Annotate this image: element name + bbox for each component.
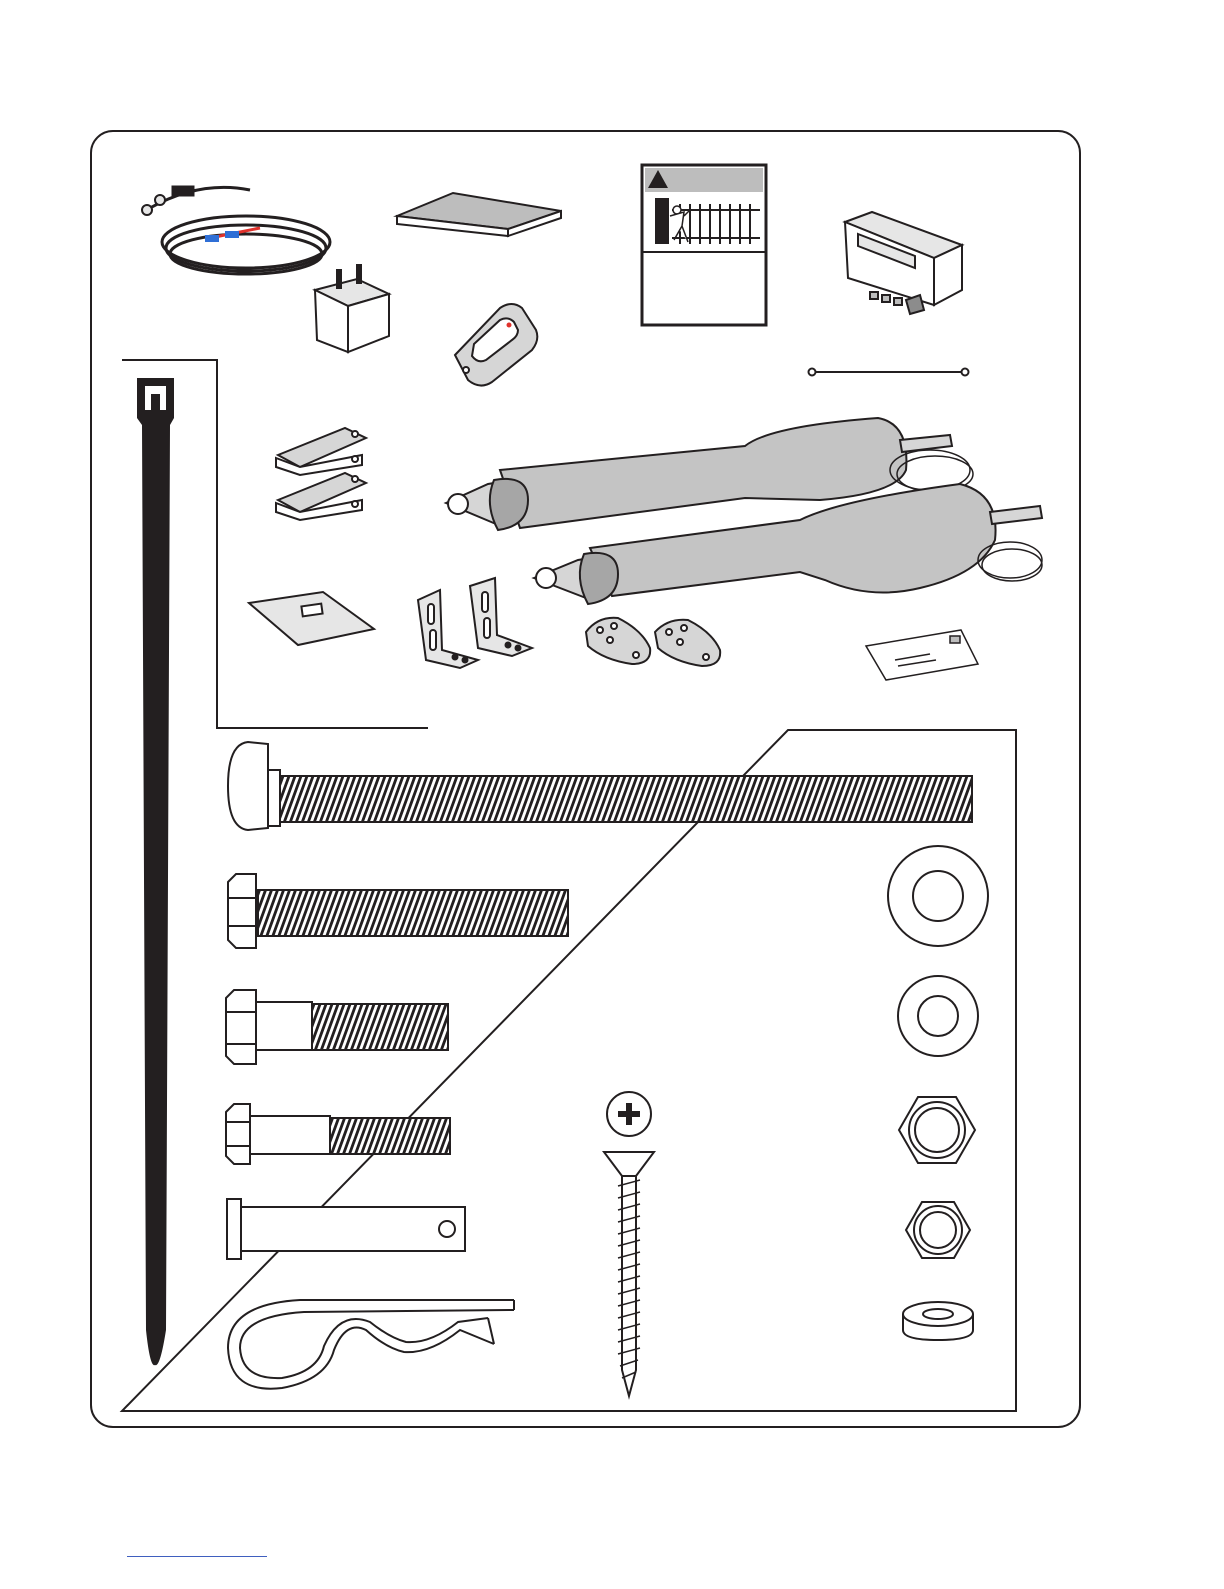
- hitch-pin-clip: [228, 1300, 514, 1389]
- power-harness: [142, 186, 330, 274]
- angle-brackets: [276, 428, 366, 520]
- hex-bolt-medium: [226, 990, 448, 1064]
- spacer: [903, 1302, 973, 1340]
- power-adapter: [315, 265, 389, 352]
- carriage-bolt: [228, 742, 972, 830]
- registration-card: [866, 630, 978, 680]
- hex-nut-small: [906, 1202, 970, 1258]
- hex-bolt-long: [228, 874, 568, 948]
- wood-screw: [604, 1092, 654, 1396]
- hex-bolt-short: [226, 1104, 450, 1164]
- pivot-plates: [586, 618, 720, 666]
- manual-booklet: [397, 193, 561, 236]
- hex-nut-large: [899, 1097, 975, 1163]
- flat-washer-small: [898, 976, 978, 1056]
- flat-washer-large: [888, 846, 988, 946]
- clevis-pin: [227, 1199, 465, 1259]
- warning-sign: [642, 165, 766, 325]
- control-box: [845, 212, 962, 314]
- base-plate: [249, 592, 374, 645]
- cable-tie: [137, 378, 174, 1365]
- footer-rule: [127, 1556, 267, 1557]
- remote-control: [455, 304, 537, 386]
- actuator-arms: [446, 418, 1042, 604]
- cable-link: [809, 369, 969, 376]
- l-brackets: [418, 578, 532, 668]
